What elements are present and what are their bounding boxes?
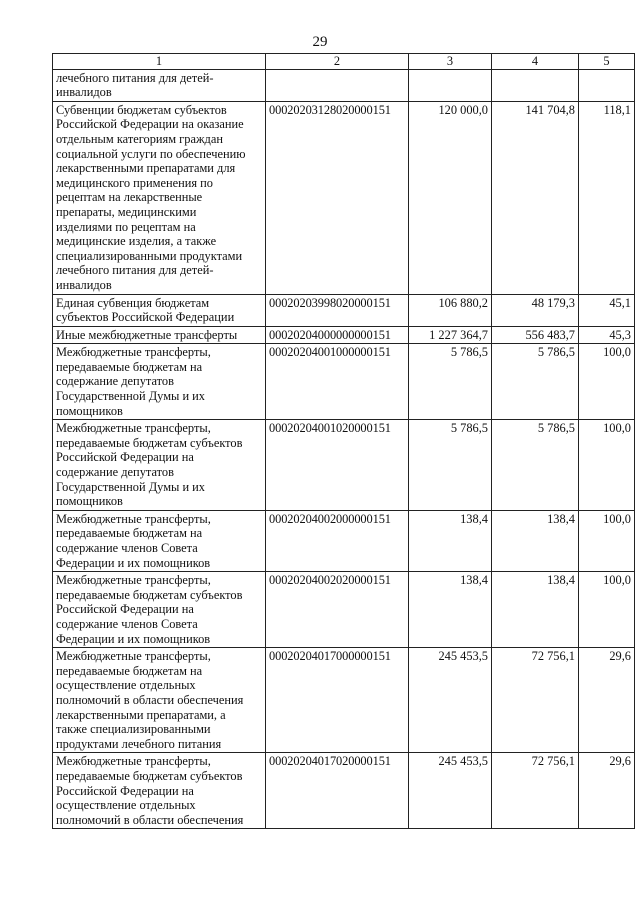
percent-cell: 45,3 <box>579 326 635 344</box>
table-row <box>53 420 635 511</box>
page-number: 29 <box>312 34 328 50</box>
item-name-cell: Межбюджетные трансферты, передаваемые бюджетам субъектов Российской Федерации на содержание членов Совета Федерации и их помощников <box>53 572 266 648</box>
column-header-3: 3 <box>409 54 492 70</box>
budget-code-cell: 00020203998020000151 <box>266 294 409 326</box>
item-name-cell: Межбюджетные трансферты, передаваемые бюджетам на содержание членов Совета Федерации и их помощников <box>53 510 266 571</box>
planned-amount-cell <box>409 69 492 101</box>
budget-code-cell: 00020204001000000151 <box>266 344 409 420</box>
actual-amount-cell: 141 704,8 <box>492 101 579 294</box>
percent-cell: 29,6 <box>579 753 635 829</box>
table-row <box>53 572 635 648</box>
percent-cell: 118,1 <box>579 101 635 294</box>
column-header-1: 1 <box>53 54 266 70</box>
actual-amount-cell: 5 786,5 <box>492 344 579 420</box>
table-body <box>53 69 635 829</box>
column-header-2: 2 <box>266 54 409 70</box>
planned-amount-cell: 106 880,2 <box>409 294 492 326</box>
planned-amount-cell: 138,4 <box>409 572 492 648</box>
column-header-5: 5 <box>579 54 635 70</box>
table-row <box>53 294 635 326</box>
planned-amount-cell: 245 453,5 <box>409 753 492 829</box>
actual-amount-cell: 556 483,7 <box>492 326 579 344</box>
actual-amount-cell: 5 786,5 <box>492 420 579 511</box>
table-row <box>53 510 635 571</box>
planned-amount-cell: 5 786,5 <box>409 344 492 420</box>
table-header <box>53 54 635 70</box>
item-name-cell: Единая субвенция бюджетам субъектов Российской Федерации <box>53 294 266 326</box>
budget-code-cell <box>266 69 409 101</box>
planned-amount-cell: 120 000,0 <box>409 101 492 294</box>
budget-code-cell: 00020204017020000151 <box>266 753 409 829</box>
percent-cell <box>579 69 635 101</box>
percent-cell: 100,0 <box>579 510 635 571</box>
planned-amount-cell: 138,4 <box>409 510 492 571</box>
item-name-cell: Межбюджетные трансферты, передаваемые бюджетам на осуществление отдельных полномочий в области обеспечения лекарственными препаратами, а также специализированными продуктами лечебного питания <box>53 648 266 753</box>
item-name-cell: Иные межбюджетные трансферты <box>53 326 266 344</box>
budget-table <box>52 53 635 829</box>
item-name-cell: Межбюджетные трансферты, передаваемые бюджетам на содержание депутатов Государственной Думы и их помощников <box>53 344 266 420</box>
header-row <box>53 54 635 70</box>
budget-code-cell: 00020204017000000151 <box>266 648 409 753</box>
item-name-cell: Межбюджетные трансферты, передаваемые бюджетам субъектов Российской Федерации на осуществление отдельных полномочий в области обеспечения <box>53 753 266 829</box>
table-row <box>53 344 635 420</box>
actual-amount-cell: 138,4 <box>492 510 579 571</box>
column-header-4: 4 <box>492 54 579 70</box>
table-row <box>53 648 635 753</box>
budget-code-cell: 00020204001020000151 <box>266 420 409 511</box>
budget-code-cell: 00020204002000000151 <box>266 510 409 571</box>
item-name-cell: Субвенции бюджетам субъектов Российской Федерации на оказание отдельным категориям граждан социальной услуги по обеспечению лекарственными препаратами для медицинского применения по рецептам на лекарственные препараты, медицинскими изделиями по рецептам на медицинские изделия, а также специализированными продуктами лечебного питания для детей- инвалидов <box>53 101 266 294</box>
budget-code-cell: 00020204000000000151 <box>266 326 409 344</box>
table-row <box>53 101 635 294</box>
planned-amount-cell: 5 786,5 <box>409 420 492 511</box>
actual-amount-cell: 72 756,1 <box>492 753 579 829</box>
actual-amount-cell <box>492 69 579 101</box>
budget-code-cell: 00020204002020000151 <box>266 572 409 648</box>
item-name-cell: лечебного питания для детей- инвалидов <box>53 69 266 101</box>
percent-cell: 100,0 <box>579 572 635 648</box>
percent-cell: 29,6 <box>579 648 635 753</box>
budget-code-cell: 00020203128020000151 <box>266 101 409 294</box>
planned-amount-cell: 245 453,5 <box>409 648 492 753</box>
actual-amount-cell: 48 179,3 <box>492 294 579 326</box>
actual-amount-cell: 72 756,1 <box>492 648 579 753</box>
table-row <box>53 69 635 101</box>
percent-cell: 45,1 <box>579 294 635 326</box>
item-name-cell: Межбюджетные трансферты, передаваемые бюджетам субъектов Российской Федерации на содержание депутатов Государственной Думы и их помощников <box>53 420 266 511</box>
table-row <box>53 326 635 344</box>
percent-cell: 100,0 <box>579 420 635 511</box>
actual-amount-cell: 138,4 <box>492 572 579 648</box>
planned-amount-cell: 1 227 364,7 <box>409 326 492 344</box>
percent-cell: 100,0 <box>579 344 635 420</box>
table-row <box>53 753 635 829</box>
